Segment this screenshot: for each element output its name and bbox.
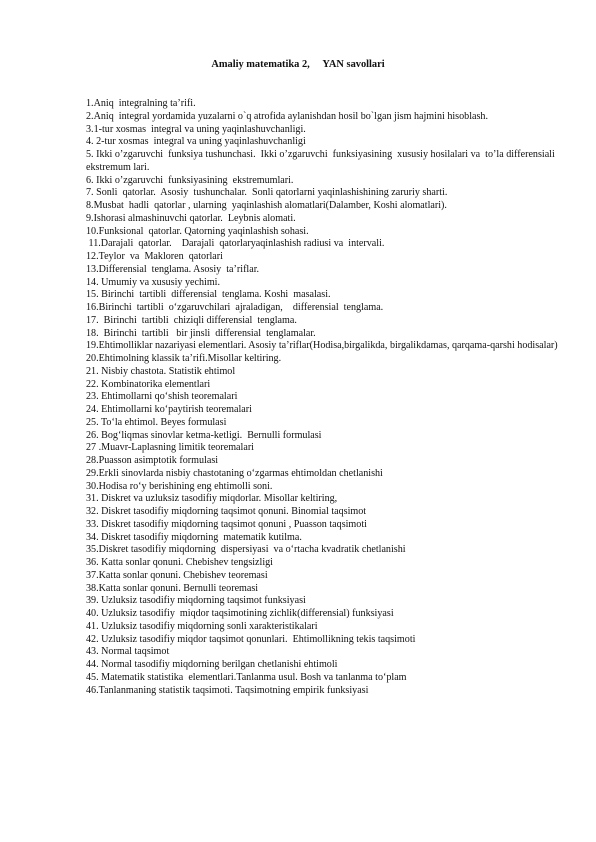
question-list — [86, 98, 566, 697]
question-item: 12.Teylor va Makloren qatorlari — [86, 251, 223, 262]
question-item: 1.Aniq integralning ta’rifi. — [86, 98, 196, 109]
question-item: 41. Uzluksiz tasodifiy miqdorning sonli xarakteristikalari — [86, 620, 318, 632]
question-item: 15. Birinchi tartibli differensial tenglama. Koshi masalasi. — [86, 289, 331, 301]
question-item: 16.Birinchi tartibli o‘zgaruvchilari ajraladigan, differensial tenglama. — [86, 302, 384, 313]
question-item: 2.Aniq integral yordamida yuzalarni o`q atrofida aylanishdan hosil bo`lgan jism hajmini hisoblash. — [86, 110, 488, 122]
question-item: 43. Normal taqsimot — [86, 646, 170, 658]
question-item: 6. Ikki o’zgaruvchi funksiyasining ekstremumlari. — [86, 174, 294, 186]
question-item: 34. Diskret tasodifiy miqdorning matematik kutilma. — [86, 531, 302, 543]
question-item: 26. Bog‘liqmas sinovlar ketma-ketligi. Bernulli formulasi — [86, 429, 322, 441]
question-item: 18. Birinchi tartibli bir jinsli differensial tenglamalar. — [86, 327, 316, 339]
question-item: 23. Ehtimollarni qo‘shish teoremalari — [86, 391, 238, 403]
question-item: 29.Erkli sinovlarda nisbiy chastotaning o‘zgarmas ehtimoldan chetlanishi — [86, 467, 383, 479]
question-item: 10.Funksional qatorlar. Qatorning yaqinlashish sohasi. — [86, 225, 309, 237]
question-item: 5. Ikki o’zgaruvchi funksiya tushunchasi. Ikki o’zgaruvchi funksiyasining xususiy hosilalari va to’la differensiali ekstremum lari. — [86, 149, 565, 173]
question-item: 19.Ehtimolliklar nazariyasi elementlari. Asosiy ta’riflar(Hodisa,birgalikda, birgalikdamas, qarqama-qarshi hodisalar) — [86, 340, 558, 352]
question-item: 14. Umumiy va xususiy yechimi. — [86, 276, 221, 288]
question-item: 31. Diskret va uzluksiz tasodifiy miqdorlar. Misollar keltiring, — [86, 493, 338, 505]
question-item: 36. Katta sonlar qonuni. Chebishev tengsizligi — [86, 557, 273, 568]
question-item: 22. Kombinatorika elementlari — [86, 378, 211, 390]
question-item: 4. 2-tur xosmas integral va uning yaqinlashuvchanligi — [86, 136, 306, 148]
question-item: 25. To‘la ehtimol. Beyes formulasi — [86, 416, 227, 428]
question-item: 32. Diskret tasodifiy miqdorning taqsimot qonuni. Binomial taqsimot — [86, 506, 367, 517]
question-item: 40. Uzluksiz tasodifiy miqdor taqsimotining zichlik(differensial) funksiyasi — [86, 608, 394, 619]
question-item: 30.Hodisa ro‘y berishining eng ehtimolli soni. — [86, 480, 273, 492]
question-item: 3.1-tur xosmas integral va uning yaqinlashuvchanligi. — [86, 123, 306, 135]
question-item: 20.Ehtimolning klassik ta’rifi.Misollar keltiring. — [86, 353, 282, 364]
question-item: 21. Nisbiy chastota. Statistik ehtimol — [86, 365, 236, 377]
question-item: 39. Uzluksiz tasodifiy miqdorning taqsimot funksiyasi — [86, 595, 306, 607]
question-item: 35.Diskret tasodifiy miqdorning dispersiyasi va o‘rtacha kvadratik chetlanishi — [86, 544, 406, 556]
question-item: 28.Puasson asimptotik formulasi — [86, 455, 219, 466]
question-item: 7. Sonli qatorlar. Asosiy tushunchalar. Sonli qatorlarni yaqinlashishining zaruriy sharti. — [86, 187, 448, 199]
question-item: 46.Tanlanmaning statistik taqsimoti. Taqsimotning empirik funksiyasi — [86, 684, 369, 696]
question-item: 9.Ishorasi almashinuvchi qatorlar. Leybnis alomati. — [86, 212, 296, 224]
document-title: Amaliy matematika 2, YAN savollari — [211, 59, 385, 70]
question-item: 42. Uzluksiz tasodifiy miqdor taqsimot qonunlari. Ehtimollikning tekis taqsimoti — [86, 633, 416, 645]
question-item: 17. Birinchi tartibli chiziqli differensial tenglama. — [86, 314, 297, 326]
question-item: 33. Diskret tasodifiy miqdorning taqsimot qonuni , Puasson taqsimoti — [86, 518, 367, 530]
question-item: 13.Differensial tenglama. Asosiy ta’riflar. — [86, 263, 260, 275]
question-item: 27 .Muavr-Laplasning limitik teoremalari — [86, 442, 254, 454]
question-item: 11.Darajali qatorlar. Darajali qatorlaryaqinlashish radiusi va intervali. — [86, 238, 385, 250]
question-item: 44. Normal tasodifiy miqdorning berilgan chetlanishi ehtimoli — [86, 659, 338, 670]
question-item: 38.Katta sonlar qonuni. Bernulli teoremasi — [86, 582, 259, 594]
question-item: 24. Ehtimollarni ko‘paytirish teoremalari — [86, 404, 252, 415]
question-item: 37.Katta sonlar qonuni. Chebishev teoremasi — [86, 569, 268, 581]
question-item: 45. Matematik statistika elementlari.Tanlanma usul. Bosh va tanlanma to‘plam — [86, 671, 407, 683]
question-item: 8.Musbat hadli qatorlar , ularning yaqinlashish alomatlari(Dalamber, Koshi alomatlari). — [86, 200, 447, 211]
